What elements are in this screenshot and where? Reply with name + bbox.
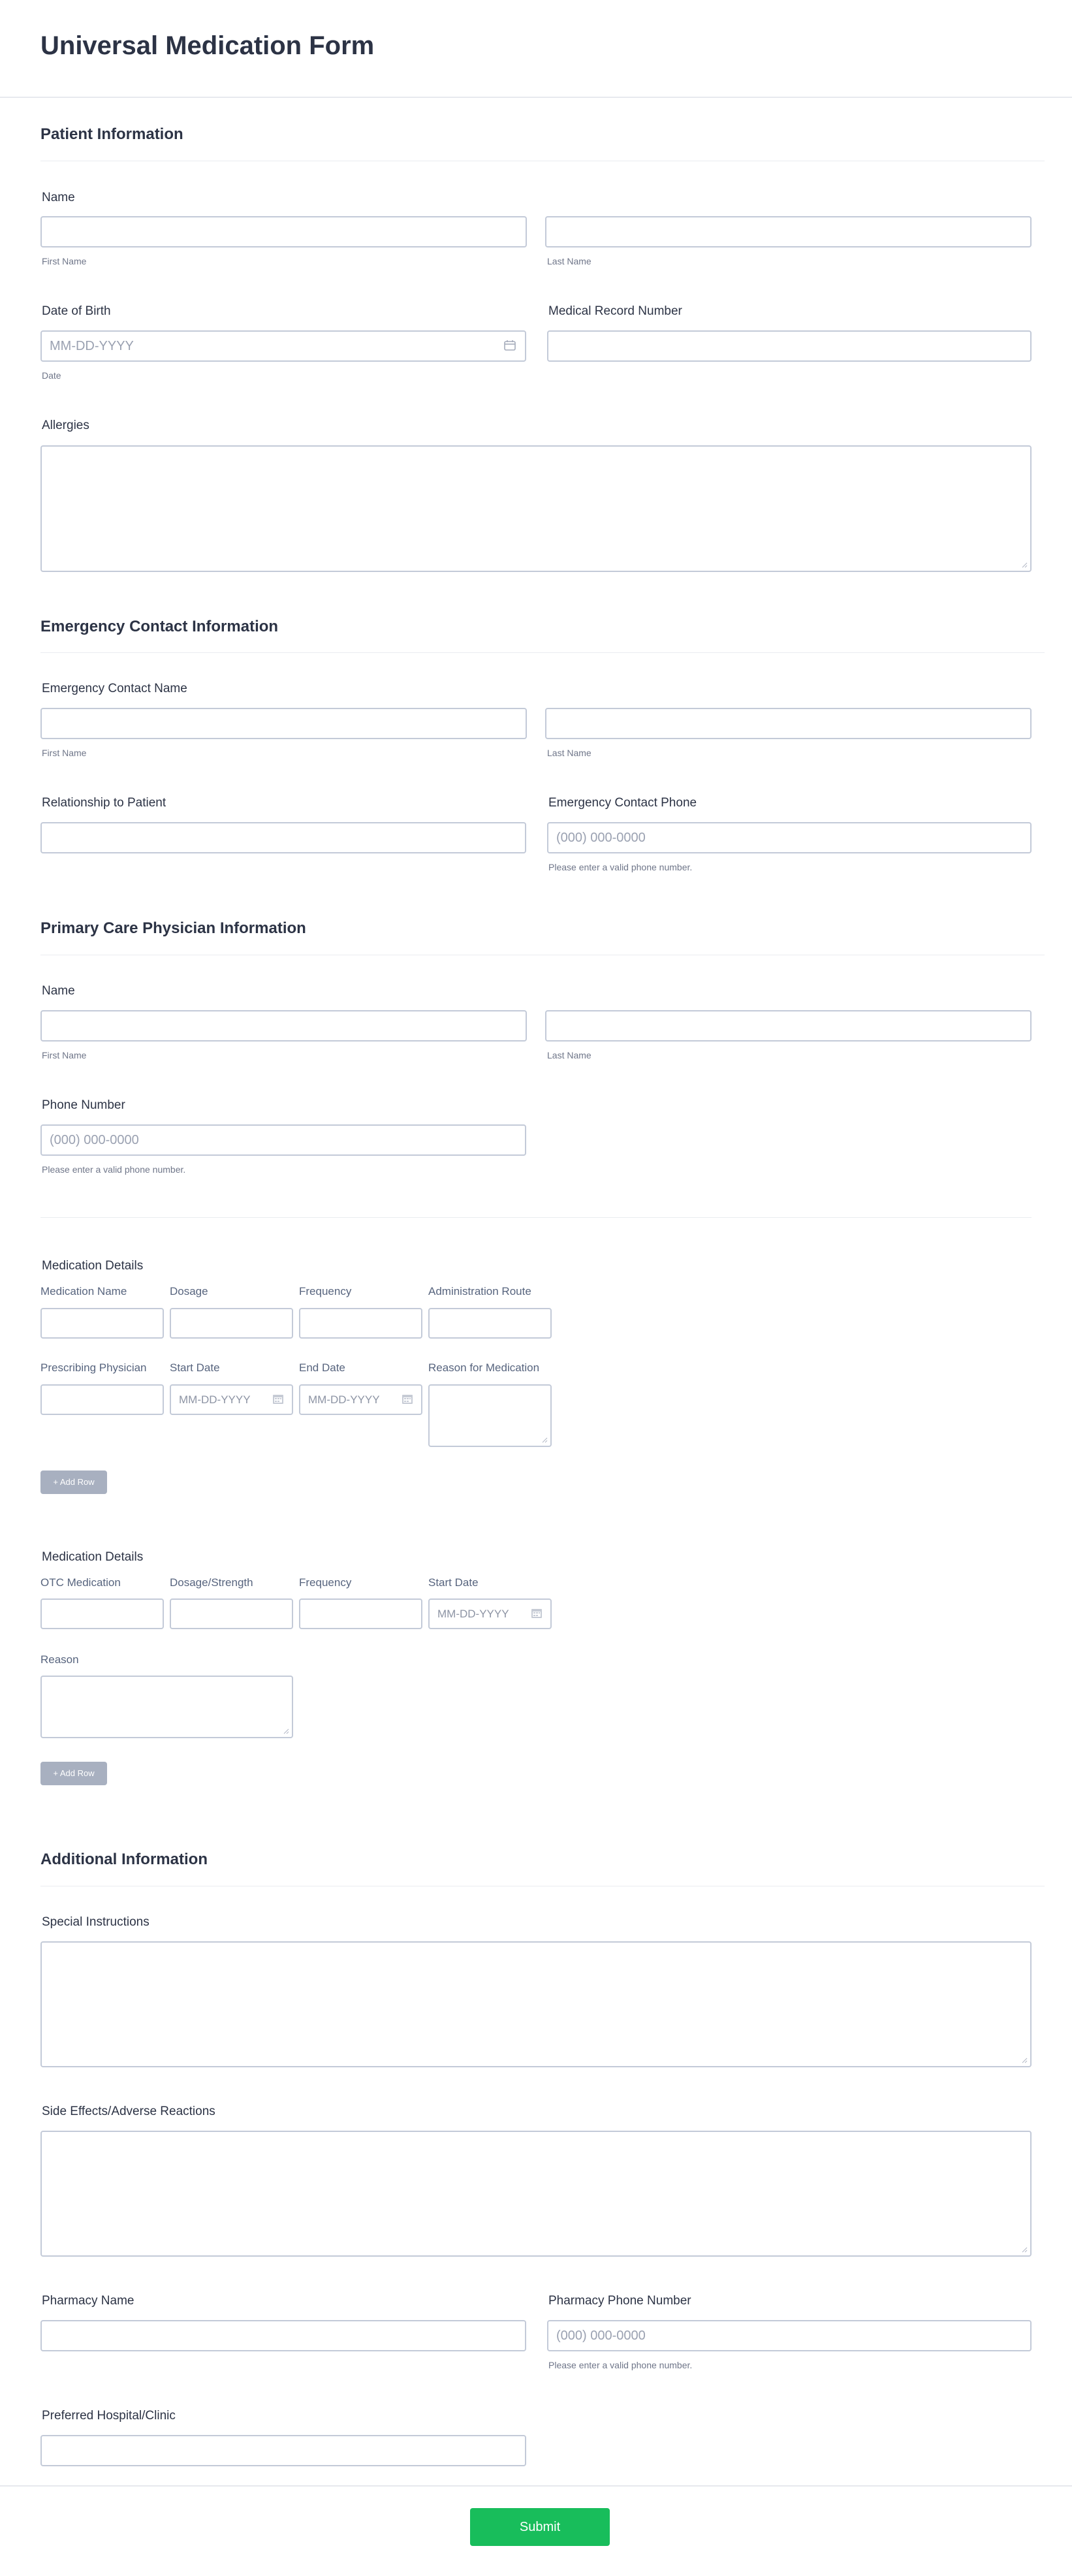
reason-label: Reason	[40, 1653, 79, 1666]
administration-route-column: Administration Route	[428, 1285, 531, 1297]
otc-frequency-input[interactable]	[299, 1598, 422, 1629]
emergency-phone-label: Emergency Contact Phone	[548, 796, 697, 810]
medication-name-input[interactable]	[40, 1308, 164, 1339]
last-name-sublabel: Last Name	[547, 748, 591, 758]
dosage-strength-input[interactable]	[170, 1598, 293, 1629]
emergency-first-name-input[interactable]	[40, 708, 527, 739]
first-name-sublabel: First Name	[42, 748, 87, 758]
form-title: Universal Medication Form	[40, 31, 375, 60]
date-sublabel: Date	[42, 370, 61, 381]
header-divider	[0, 97, 1072, 98]
otc-frequency-column: Frequency	[299, 1576, 352, 1589]
last-name-sublabel: Last Name	[547, 1050, 591, 1060]
relationship-input[interactable]	[40, 822, 526, 853]
otc-medication-input[interactable]	[40, 1598, 164, 1629]
phone-hint: Please enter a valid phone number.	[42, 1164, 186, 1175]
section-title-additional: Additional Information	[40, 1851, 208, 1868]
emergency-name-label: Emergency Contact Name	[42, 682, 187, 695]
mrn-input[interactable]	[547, 330, 1032, 362]
pharmacy-phone-input[interactable]	[547, 2320, 1032, 2351]
submit-button[interactable]: Submit	[470, 2508, 610, 2546]
phone-hint: Please enter a valid phone number.	[548, 2360, 693, 2370]
prescribing-physician-column: Prescribing Physician	[40, 1361, 147, 1374]
resize-grip-icon[interactable]	[1021, 2057, 1028, 2063]
physician-phone-label: Phone Number	[42, 1098, 125, 1112]
administration-route-input[interactable]	[428, 1308, 552, 1339]
special-instructions-label: Special Instructions	[42, 1915, 150, 1929]
hospital-input[interactable]	[40, 2435, 526, 2466]
physician-phone-input[interactable]	[40, 1124, 526, 1156]
pharmacy-name-label: Pharmacy Name	[42, 2294, 134, 2308]
emergency-last-name-input[interactable]	[545, 708, 1032, 739]
section-title-physician: Primary Care Physician Information	[40, 919, 306, 937]
section-divider	[40, 1217, 1032, 1218]
physician-last-name-input[interactable]	[545, 1010, 1032, 1042]
first-name-sublabel: First Name	[42, 256, 87, 266]
otc-medication-column: OTC Medication	[40, 1576, 121, 1589]
emergency-phone-input[interactable]	[547, 822, 1032, 853]
patient-last-name-input[interactable]	[545, 216, 1032, 247]
physician-name-label: Name	[42, 984, 75, 998]
section-divider	[40, 652, 1045, 653]
resize-grip-icon[interactable]	[283, 1728, 289, 1734]
calendar-icon[interactable]	[503, 340, 516, 351]
add-row-button[interactable]: + Add Row	[40, 1762, 107, 1785]
mrn-label: Medical Record Number	[548, 304, 682, 318]
calendar-icon[interactable]	[272, 1393, 285, 1405]
resize-grip-icon[interactable]	[1021, 2246, 1028, 2253]
dob-label: Date of Birth	[42, 304, 111, 318]
frequency-column: Frequency	[299, 1285, 352, 1297]
start-date-column: Start Date	[170, 1361, 220, 1374]
calendar-icon[interactable]	[401, 1393, 414, 1405]
resize-grip-icon[interactable]	[541, 1437, 548, 1443]
phone-hint: Please enter a valid phone number.	[548, 862, 693, 872]
otc-grid-title: Medication Details	[42, 1550, 144, 1564]
relationship-label: Relationship to Patient	[42, 796, 166, 810]
medication-name-column: Medication Name	[40, 1285, 127, 1297]
dosage-input[interactable]	[170, 1308, 293, 1339]
first-name-sublabel: First Name	[42, 1050, 87, 1060]
prescribing-physician-input[interactable]	[40, 1384, 164, 1415]
dosage-column: Dosage	[170, 1285, 208, 1297]
section-title-emergency: Emergency Contact Information	[40, 618, 279, 635]
allergies-textarea[interactable]	[40, 445, 1032, 572]
section-title-patient: Patient Information	[40, 125, 183, 143]
hospital-label: Preferred Hospital/Clinic	[42, 2409, 176, 2423]
medication-grid-title: Medication Details	[42, 1259, 144, 1273]
allergies-label: Allergies	[42, 419, 89, 432]
otc-reason-textarea[interactable]	[40, 1676, 293, 1738]
footer-divider	[0, 2485, 1072, 2487]
add-row-button[interactable]: + Add Row	[40, 1471, 107, 1494]
special-instructions-textarea[interactable]	[40, 1941, 1032, 2067]
last-name-sublabel: Last Name	[547, 256, 591, 266]
dob-input[interactable]	[40, 330, 526, 362]
pharmacy-phone-label: Pharmacy Phone Number	[548, 2294, 691, 2308]
patient-first-name-input[interactable]	[40, 216, 527, 247]
dosage-strength-column: Dosage/Strength	[170, 1576, 253, 1589]
calendar-icon[interactable]	[530, 1608, 543, 1619]
otc-start-date-column: Start Date	[428, 1576, 479, 1589]
side-effects-textarea[interactable]	[40, 2131, 1032, 2257]
pharmacy-name-input[interactable]	[40, 2320, 526, 2351]
side-effects-label: Side Effects/Adverse Reactions	[42, 2105, 215, 2118]
frequency-input[interactable]	[299, 1308, 422, 1339]
physician-first-name-input[interactable]	[40, 1010, 527, 1042]
reason-column: Reason for Medication	[428, 1361, 540, 1374]
reason-textarea[interactable]	[428, 1384, 552, 1447]
end-date-column: End Date	[299, 1361, 345, 1374]
patient-name-label: Name	[42, 191, 75, 204]
resize-grip-icon[interactable]	[1021, 562, 1028, 568]
